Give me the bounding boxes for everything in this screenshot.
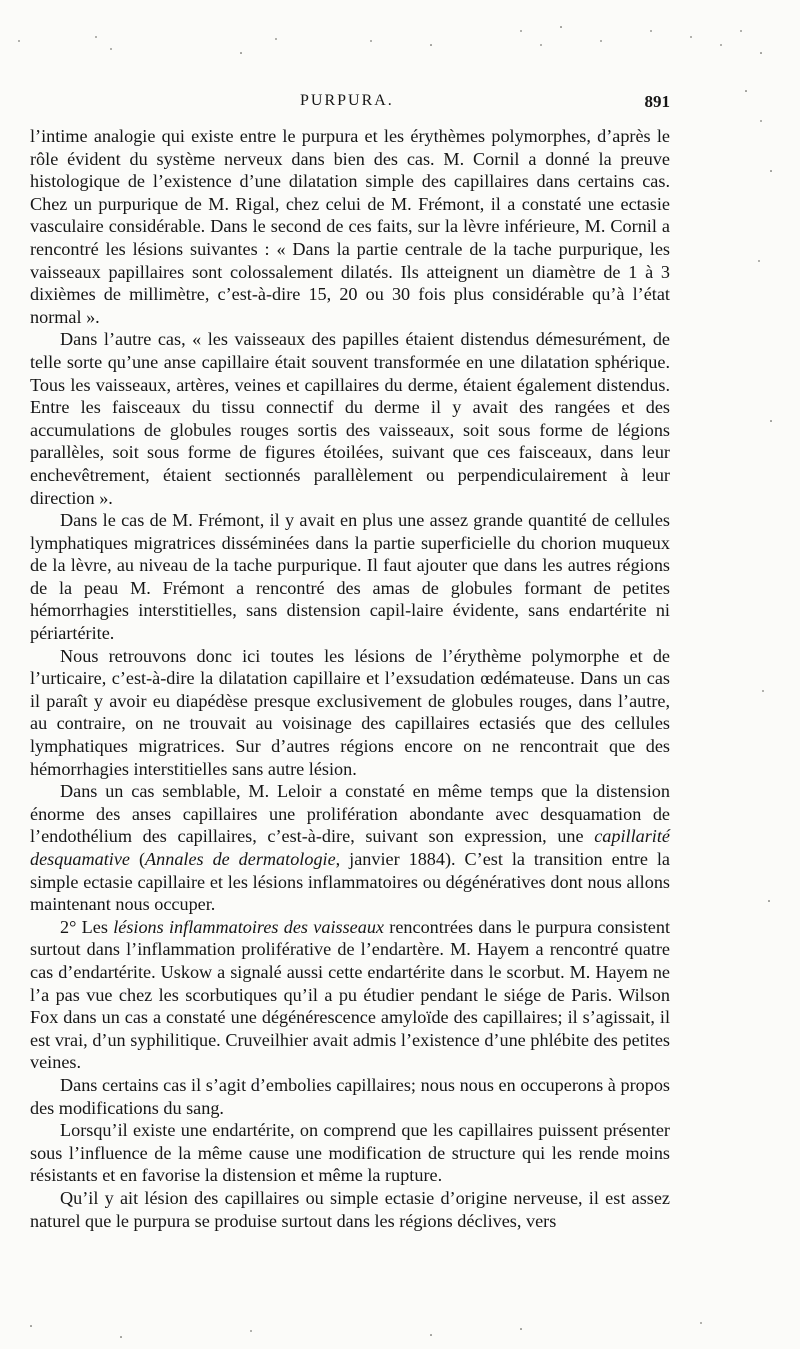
noise-speck [120, 1336, 122, 1338]
noise-speck [430, 44, 432, 46]
text-run: Dans le cas de M. Frémont, il y avait en plus une assez grande quantité de cellules lymphatiques migratrices disséminées dans la partie superficielle du chorion muqueux de la lèvre, au niveau de la tache purpurique. Il faut ajouter que dans les autres régions de la peau M. Frémont a rencontré des amas de globules formant de petites hémorrhagies interstitielles, sans distension capil-laire évidente, sans endartérite ni périartérite. [30, 510, 670, 644]
noise-speck [650, 30, 652, 32]
paragraph [30, 125, 670, 328]
noise-speck [600, 40, 602, 42]
text-run: Qu’il y ait lésion des capillaires ou simple ectasie d’origine nerveuse, il est assez naturel que le purpura se produise surtout dans les régions déclives, vers [30, 1187, 670, 1231]
noise-speck [275, 38, 277, 40]
paragraph [30, 780, 670, 916]
text-run: ( [130, 849, 146, 869]
noise-speck [95, 36, 97, 38]
text-run: Dans certains cas il s’agit d’embolies capillaires; nous nous en occuperons à propos des modifications du sang. [30, 1074, 670, 1118]
noise-speck [30, 1325, 32, 1327]
noise-speck [430, 1334, 432, 1336]
noise-speck [520, 1328, 522, 1330]
noise-speck [18, 40, 20, 42]
noise-speck [740, 30, 742, 32]
noise-speck [520, 30, 522, 32]
noise-speck [700, 1322, 702, 1324]
noise-speck [768, 900, 770, 902]
text-run: Lorsqu’il existe une endartérite, on comprend que les capillaires puissent présenter sous l’influence de la même cause une modification de structure qui les rende moins résistants et en favorise la distension et même la rupture. [30, 1120, 670, 1186]
text-run: Dans l’autre cas, « les vaisseaux des papilles étaient distendus démesurément, de telle sorte qu’une anse capillaire était souvent transformée en une dilatation sphérique. Tous les vaisseaux, artères, veines et capillaires du derme, étaient également distendus. Entre les faisceaux du tissu connectif du derme il y avait des rangées et des accumulations de globules rouges sortis des vaisseaux, soit sous forme de légions parallèles, soit sous forme de figures étoilées, suivant que ces faisceaux, dans leur enchevêtrement, étaient sectionnés parallèlement ou perpendiculairement à leur direction ». [30, 329, 670, 508]
noise-speck [370, 40, 372, 42]
noise-speck [560, 26, 562, 28]
noise-speck [760, 52, 762, 54]
paragraph [30, 328, 670, 509]
text-run: Nous retrouvons donc ici toutes les lésions de l’érythème polymorphe et de l’urticaire, c’est-à-dire la dilatation capillaire et l’exsudation œdémateuse. Dans un cas il paraît y avoir eu diapédèse presque exclusivement de globules rouges, dans l’autre, au contraire, on ne trouvait au voisinage des capillaires ectasiés que des cellules lymphatiques migratrices. Sur d’autres régions encore on ne rencontrait que des hémorrhagies interstitielles sans autre lésion. [30, 645, 670, 779]
paragraph [30, 916, 670, 1074]
text-run: l’intime analogie qui existe entre le purpura et les érythèmes polymorphes, d’après le rôle évident du système nerveux dans bien des cas. M. Cornil a donné la preuve histologique de l’existence d’une dilatation simple des capillaires dans certains cas. Chez un purpurique de M. Rigal, chez celui de M. Frémont, il a constaté une ectasie vasculaire considérable. Dans le second de ces faits, sur la lèvre inférieure, M. Cornil a rencontré les lésions suivantes : « Dans la partie centrale de la tache purpurique, les vaisseaux papillaires sont colossalement dilatés. Ils atteignent un diamètre de 1 à 3 dixièmes de millimètre, c’est-à-dire 15, 20 ou 30 fois plus considérable qu’à l’état normal ». [30, 126, 670, 327]
noise-speck [760, 120, 762, 122]
running-header [30, 92, 670, 114]
noise-speck [250, 1330, 252, 1332]
text-run: Dans un cas semblable, M. Leloir a constaté en même temps que la distension énorme des anses capillaires une prolifération abondante avec desquamation de l’endothélium des capillaires, c’est-à-dire, suivant son expression, une [30, 781, 670, 847]
paragraph [30, 1119, 670, 1187]
paragraph [30, 1187, 670, 1232]
noise-speck [745, 90, 747, 92]
running-title: PURPURA. [300, 92, 394, 109]
noise-speck [690, 36, 692, 38]
noise-speck [540, 44, 542, 46]
body-text [30, 125, 670, 1232]
noise-speck [770, 170, 772, 172]
italic-text: Annales de dermatologie [145, 849, 336, 869]
italic-text: lésions inflammatoires des vaisseaux [113, 916, 384, 937]
italic-text: capillarité desquamative [30, 826, 670, 869]
noise-speck [758, 260, 760, 262]
noise-speck [110, 48, 112, 50]
noise-speck [720, 44, 722, 46]
paragraph [30, 1074, 670, 1119]
noise-speck [770, 420, 772, 422]
page-number: 891 [644, 92, 670, 111]
paragraph [30, 509, 670, 645]
paragraph [30, 645, 670, 781]
text-run: 2° Les [60, 916, 114, 937]
noise-speck [762, 690, 764, 692]
noise-speck [240, 52, 242, 54]
text-run: , janvier 1884). C’est la transition entre la simple ectasie capillaire et les lésions inflammatoires ou dégénératives dont nous allons maintenant nous occuper. [30, 849, 671, 915]
text-run: rencontrées dans le purpura consistent surtout dans l’inflammation proliférative de l’endartère. M. Hayem a rencontré quatre cas d’endartérite. Uskow a signalé aussi cette endartérite dans le scorbut. M. Hayem ne l’a pas vue chez les scorbutiques qu’il a pu étudier pendant le siége de Paris. Wilson Fox dans un cas a constaté une dégénérescence amyloïde des capillaires; il s’agissait, il est vrai, d’un syphilitique. Cruveilhier avait admis l’existence d’une phlébite des petites veines. [30, 916, 670, 1073]
